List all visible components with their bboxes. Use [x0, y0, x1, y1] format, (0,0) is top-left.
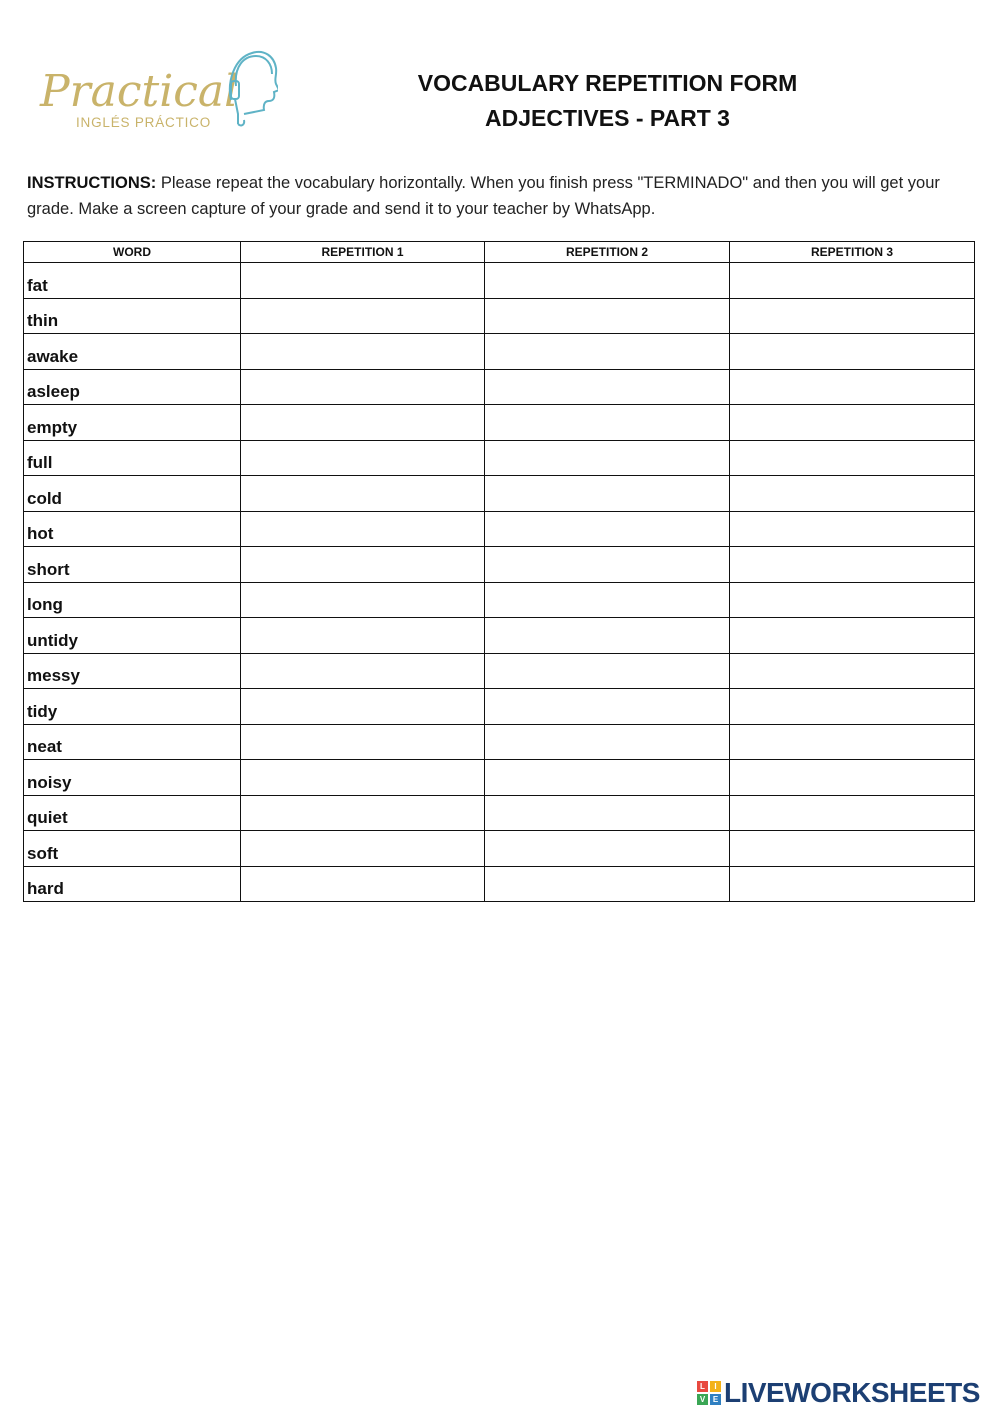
table-row [24, 618, 975, 654]
header-repetition-3: REPETITION 3 [730, 242, 975, 263]
header-repetition-1: REPETITION 1 [241, 242, 485, 263]
repetition-3-input-cell[interactable] [730, 582, 975, 618]
table-row [24, 582, 975, 618]
table-row [24, 760, 975, 796]
repetition-2-input-cell[interactable] [485, 653, 730, 689]
table-row [24, 511, 975, 547]
repetition-1-input-cell[interactable] [241, 263, 485, 299]
repetition-2-input-cell[interactable] [485, 440, 730, 476]
repetition-2-input-cell[interactable] [485, 795, 730, 831]
repetition-1-input-cell[interactable] [241, 653, 485, 689]
repetition-1-input-cell[interactable] [241, 405, 485, 441]
word-cell: tidy [24, 689, 241, 725]
word-cell: quiet [24, 795, 241, 831]
repetition-1-input-cell[interactable] [241, 476, 485, 512]
logo-graphic [38, 48, 278, 138]
repetition-2-input-cell[interactable] [485, 298, 730, 334]
table-header-row [24, 242, 975, 263]
repetition-2-input-cell[interactable] [485, 724, 730, 760]
repetition-3-input-cell[interactable] [730, 263, 975, 299]
word-cell: full [24, 440, 241, 476]
repetition-3-input-cell[interactable] [730, 440, 975, 476]
repetition-1-input-cell[interactable] [241, 511, 485, 547]
word-cell: hard [24, 866, 241, 902]
repetition-1-input-cell[interactable] [241, 582, 485, 618]
repetition-2-input-cell[interactable] [485, 476, 730, 512]
repetition-3-input-cell[interactable] [730, 866, 975, 902]
repetition-3-input-cell[interactable] [730, 760, 975, 796]
table-row [24, 369, 975, 405]
table-row [24, 653, 975, 689]
repetition-2-input-cell[interactable] [485, 866, 730, 902]
header-word: WORD [24, 242, 241, 263]
instructions [27, 170, 977, 222]
instructions-text: Please repeat the vocabulary horizontally. When you finish press "TERMINADO" and then you will get your grade. Make a screen capture of your grade and send it to your teacher by WhatsApp. [27, 174, 940, 218]
word-cell: long [24, 582, 241, 618]
word-cell: noisy [24, 760, 241, 796]
repetition-1-input-cell[interactable] [241, 689, 485, 725]
repetition-1-input-cell[interactable] [241, 618, 485, 654]
repetition-1-input-cell[interactable] [241, 760, 485, 796]
repetition-2-input-cell[interactable] [485, 334, 730, 370]
title-line-2: ADJECTIVES - PART 3 [485, 105, 730, 131]
repetition-2-input-cell[interactable] [485, 547, 730, 583]
repetition-2-input-cell[interactable] [485, 405, 730, 441]
table-row [24, 440, 975, 476]
logo-subtitle: INGLÉS PRÁCTICO [76, 115, 212, 130]
table-row [24, 298, 975, 334]
repetition-3-input-cell[interactable] [730, 653, 975, 689]
table-row [24, 405, 975, 441]
repetition-3-input-cell[interactable] [730, 547, 975, 583]
repetition-3-input-cell[interactable] [730, 795, 975, 831]
word-cell: messy [24, 653, 241, 689]
repetition-1-input-cell[interactable] [241, 724, 485, 760]
table-row [24, 547, 975, 583]
word-cell: thin [24, 298, 241, 334]
header-repetition-2: REPETITION 2 [485, 242, 730, 263]
word-cell: cold [24, 476, 241, 512]
table-row [24, 724, 975, 760]
table-row [24, 795, 975, 831]
table-row [24, 866, 975, 902]
page-title [380, 66, 835, 136]
repetition-3-input-cell[interactable] [730, 369, 975, 405]
table-row [24, 689, 975, 725]
repetition-2-input-cell[interactable] [485, 618, 730, 654]
table-row [24, 831, 975, 867]
repetition-2-input-cell[interactable] [485, 689, 730, 725]
vocabulary-table [23, 241, 975, 902]
repetition-2-input-cell[interactable] [485, 760, 730, 796]
liveworksheets-icon: L I V E [697, 1381, 721, 1405]
repetition-1-input-cell[interactable] [241, 866, 485, 902]
word-cell: soft [24, 831, 241, 867]
repetition-3-input-cell[interactable] [730, 689, 975, 725]
repetition-1-input-cell[interactable] [241, 369, 485, 405]
repetition-2-input-cell[interactable] [485, 831, 730, 867]
table-row [24, 263, 975, 299]
repetition-2-input-cell[interactable] [485, 582, 730, 618]
word-cell: asleep [24, 369, 241, 405]
repetition-3-input-cell[interactable] [730, 831, 975, 867]
word-cell: awake [24, 334, 241, 370]
practical-logo [38, 48, 278, 138]
word-cell: fat [24, 263, 241, 299]
repetition-3-input-cell[interactable] [730, 724, 975, 760]
table-row [24, 334, 975, 370]
logo-script-text: Practical [40, 66, 239, 117]
liveworksheets-logo [697, 1378, 980, 1408]
instructions-label: INSTRUCTIONS: [27, 174, 157, 192]
repetition-3-input-cell[interactable] [730, 298, 975, 334]
repetition-3-input-cell[interactable] [730, 334, 975, 370]
repetition-3-input-cell[interactable] [730, 405, 975, 441]
repetition-1-input-cell[interactable] [241, 831, 485, 867]
word-cell: hot [24, 511, 241, 547]
repetition-1-input-cell[interactable] [241, 440, 485, 476]
repetition-2-input-cell[interactable] [485, 511, 730, 547]
word-cell: short [24, 547, 241, 583]
repetition-1-input-cell[interactable] [241, 547, 485, 583]
repetition-3-input-cell[interactable] [730, 618, 975, 654]
word-cell: neat [24, 724, 241, 760]
repetition-1-input-cell[interactable] [241, 298, 485, 334]
title-line-1: VOCABULARY REPETITION FORM [417, 70, 798, 96]
repetition-2-input-cell[interactable] [485, 263, 730, 299]
liveworksheets-brand-text: LIVEWORKSHEETS [724, 1377, 980, 1408]
repetition-3-input-cell[interactable] [730, 511, 975, 547]
word-cell: untidy [24, 618, 241, 654]
table-row [24, 476, 975, 512]
repetition-1-input-cell[interactable] [241, 334, 485, 370]
word-cell: empty [24, 405, 241, 441]
repetition-1-input-cell[interactable] [241, 795, 485, 831]
repetition-2-input-cell[interactable] [485, 369, 730, 405]
repetition-3-input-cell[interactable] [730, 476, 975, 512]
